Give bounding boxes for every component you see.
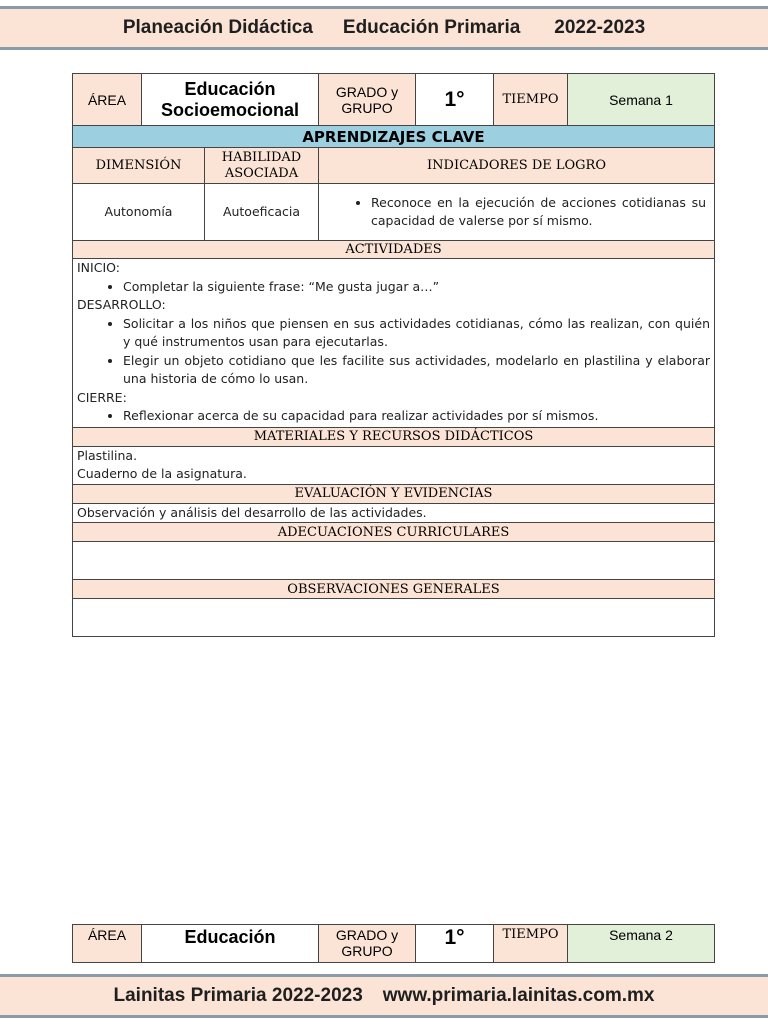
inicio-label: INICIO:: [77, 260, 120, 275]
tiempo-value: Semana 2: [568, 925, 715, 963]
inicio-item: • Completar la siguiente frase: “Me gusta jugar a…”: [123, 278, 710, 297]
evaluacion-value: Observación y análisis del desarrollo de las actividades.: [73, 503, 715, 523]
materiales-title: MATERIALES Y RECURSOS DIDÁCTICOS: [73, 427, 715, 446]
footer-url[interactable]: www.primaria.lainitas.com.mx: [382, 985, 655, 1006]
area-value: Educación: [142, 925, 319, 963]
area-value: Educación Socioemocional: [142, 74, 319, 126]
habilidad-label: HABILIDAD ASOCIADA: [205, 148, 319, 184]
desarrollo-item: • Solicitar a los niños que piensen en sus actividades cotidianas, cómo las realizan, con quién y qué instrumentos usan para ejecutarlas.: [123, 315, 710, 352]
grado-value: 1°: [416, 74, 494, 126]
adecuaciones-cell: [73, 542, 715, 580]
aprendizajes-title: APRENDIZAJES CLAVE: [73, 126, 715, 148]
cierre-item: • Reflexionar acerca de su capacidad para realizar actividades por sí mismos.: [123, 407, 710, 426]
area-label: ÁREA: [73, 925, 142, 963]
grado-label: GRADO y GRUPO: [319, 925, 416, 963]
header-year: 2022-2023: [554, 17, 646, 38]
plan-table-week1: [72, 73, 715, 637]
cierre-label: CIERRE:: [77, 389, 127, 405]
header-banner: [0, 6, 768, 50]
materiales-cell: [73, 446, 715, 484]
observaciones-title: OBSERVACIONES GENERALES: [73, 580, 715, 599]
adecuaciones-title: ADECUACIONES CURRICULARES: [73, 523, 715, 542]
indicador-item: • Reconoce en la ejecución de acciones cotidianas su capacidad de valerse por sí mismo.: [371, 194, 706, 230]
desarrollo-item: • Elegir un objeto cotidiano que les facilite sus actividades, modelarlo en plastilina y elaborar una historia de cómo lo usan.: [123, 352, 710, 389]
area-label: ÁREA: [73, 74, 142, 126]
plan-table-week2: [72, 924, 715, 963]
grado-label: GRADO y GRUPO: [319, 74, 416, 126]
tiempo-label: TIEMPO: [494, 925, 568, 963]
desarrollo-label: DESARROLLO:: [77, 297, 166, 312]
indicadores-label: INDICADORES DE LOGRO: [319, 148, 715, 184]
actividades-title: ACTIVIDADES: [73, 241, 715, 259]
evaluacion-title: EVALUACIÓN Y EVIDENCIAS: [73, 484, 715, 503]
observaciones-cell: [73, 599, 715, 637]
dimension-label: DIMENSIÓN: [73, 148, 205, 184]
habilidad-value: Autoeficacia: [205, 184, 319, 241]
grado-value: 1°: [416, 925, 494, 963]
material-item: Plastilina.: [77, 447, 138, 463]
actividades-cell: [73, 259, 715, 428]
footer-site-name: Lainitas Primaria 2022-2023: [113, 985, 363, 1006]
tiempo-label: TIEMPO: [494, 74, 568, 126]
tiempo-value: Semana 1: [568, 74, 715, 126]
material-item: Cuaderno de la asignatura.: [77, 466, 247, 481]
footer-banner: [0, 974, 768, 1018]
header-title: Planeación Didáctica: [122, 17, 313, 38]
dimension-value: Autonomía: [73, 184, 205, 241]
header-level: Educación Primaria: [342, 17, 521, 38]
indicadores-cell: [319, 184, 715, 241]
